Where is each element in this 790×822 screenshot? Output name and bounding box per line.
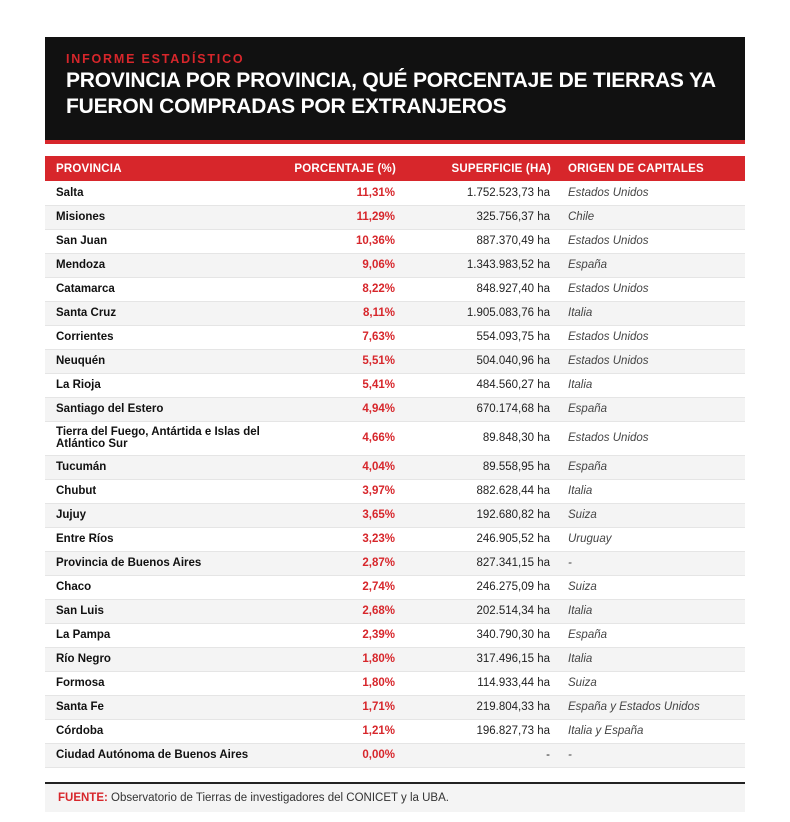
table-row xyxy=(45,455,745,479)
table-row xyxy=(45,719,745,743)
cell-origen: Suiza xyxy=(551,575,745,599)
cell-porcentaje: 9,06% xyxy=(271,253,396,277)
cell-origen: España y Estados Unidos xyxy=(551,695,745,719)
cell-porcentaje: 10,36% xyxy=(271,229,396,253)
cell-provincia: Chaco xyxy=(45,575,271,599)
cell-porcentaje: 8,22% xyxy=(271,277,396,301)
table-row xyxy=(45,479,745,503)
table-row xyxy=(45,205,745,229)
cell-superficie: 670.174,68 ha xyxy=(396,397,551,421)
cell-origen: España xyxy=(551,253,745,277)
cell-superficie: 196.827,73 ha xyxy=(396,719,551,743)
cell-origen: - xyxy=(551,743,745,767)
cell-provincia: La Pampa xyxy=(45,623,271,647)
cell-provincia: Formosa xyxy=(45,671,271,695)
table-row xyxy=(45,575,745,599)
source-footer xyxy=(45,784,745,812)
cell-provincia: Entre Ríos xyxy=(45,527,271,551)
cell-origen: Italia y España xyxy=(551,719,745,743)
cell-porcentaje: 11,31% xyxy=(271,181,396,205)
table-row xyxy=(45,671,745,695)
source-text: Observatorio de Tierras de investigadores del CONICET y la UBA. xyxy=(107,791,449,804)
cell-origen: Chile xyxy=(551,205,745,229)
table-row xyxy=(45,551,745,575)
cell-provincia: La Rioja xyxy=(45,373,271,397)
cell-provincia: Chubut xyxy=(45,479,271,503)
cell-provincia: Río Negro xyxy=(45,647,271,671)
table-header-row xyxy=(45,156,745,181)
cell-provincia: Santa Cruz xyxy=(45,301,271,325)
cell-superficie: 504.040,96 ha xyxy=(396,349,551,373)
cell-superficie: 1.752.523,73 ha xyxy=(396,181,551,205)
cell-provincia: San Luis xyxy=(45,599,271,623)
cell-superficie: 827.341,15 ha xyxy=(396,551,551,575)
cell-provincia: Neuquén xyxy=(45,349,271,373)
cell-superficie: 848.927,40 ha xyxy=(396,277,551,301)
table-row xyxy=(45,647,745,671)
table-row xyxy=(45,743,745,767)
cell-porcentaje: 3,65% xyxy=(271,503,396,527)
cell-provincia: Mendoza xyxy=(45,253,271,277)
cell-origen: Suiza xyxy=(551,503,745,527)
cell-porcentaje: 5,41% xyxy=(271,373,396,397)
column-header-provincia: PROVINCIA xyxy=(45,156,271,181)
cell-porcentaje: 5,51% xyxy=(271,349,396,373)
cell-provincia: Córdoba xyxy=(45,719,271,743)
cell-provincia: Santiago del Estero xyxy=(45,397,271,421)
table-row xyxy=(45,229,745,253)
cell-superficie: 317.496,15 ha xyxy=(396,647,551,671)
column-header-superficie: SUPERFICIE (HA) xyxy=(396,156,551,181)
table-row xyxy=(45,253,745,277)
cell-porcentaje: 8,11% xyxy=(271,301,396,325)
table-body xyxy=(45,181,745,767)
cell-provincia: Tucumán xyxy=(45,455,271,479)
cell-superficie: 340.790,30 ha xyxy=(396,623,551,647)
cell-superficie: 246.275,09 ha xyxy=(396,575,551,599)
source-label: FUENTE: xyxy=(58,791,108,804)
cell-porcentaje: 1,21% xyxy=(271,719,396,743)
cell-origen: Italia xyxy=(551,479,745,503)
cell-superficie: 484.560,27 ha xyxy=(396,373,551,397)
cell-provincia: Catamarca xyxy=(45,277,271,301)
cell-porcentaje: 2,39% xyxy=(271,623,396,647)
cell-origen: Estados Unidos xyxy=(551,181,745,205)
cell-provincia: Provincia de Buenos Aires xyxy=(45,551,271,575)
cell-porcentaje: 7,63% xyxy=(271,325,396,349)
cell-porcentaje: 2,68% xyxy=(271,599,396,623)
cell-porcentaje: 4,66% xyxy=(271,421,396,455)
cell-superficie: 325.756,37 ha xyxy=(396,205,551,229)
cell-origen: Suiza xyxy=(551,671,745,695)
table-row xyxy=(45,623,745,647)
cell-superficie: 1.905.083,76 ha xyxy=(396,301,551,325)
cell-porcentaje: 2,74% xyxy=(271,575,396,599)
cell-superficie: 89.848,30 ha xyxy=(396,421,551,455)
cell-origen: - xyxy=(551,551,745,575)
data-table xyxy=(45,156,745,768)
cell-porcentaje: 11,29% xyxy=(271,205,396,229)
table-row xyxy=(45,349,745,373)
header-banner xyxy=(45,37,745,144)
table-row xyxy=(45,503,745,527)
cell-origen: Italia xyxy=(551,599,745,623)
cell-porcentaje: 2,87% xyxy=(271,551,396,575)
cell-provincia: Santa Fe xyxy=(45,695,271,719)
cell-superficie: 202.514,34 ha xyxy=(396,599,551,623)
cell-superficie: - xyxy=(396,743,551,767)
cell-origen: Italia xyxy=(551,301,745,325)
cell-porcentaje: 1,80% xyxy=(271,671,396,695)
cell-superficie: 114.933,44 ha xyxy=(396,671,551,695)
cell-superficie: 882.628,44 ha xyxy=(396,479,551,503)
table-row xyxy=(45,397,745,421)
cell-superficie: 246.905,52 ha xyxy=(396,527,551,551)
table-row xyxy=(45,277,745,301)
cell-provincia: Ciudad Autónoma de Buenos Aires xyxy=(45,743,271,767)
column-header-porcentaje: PORCENTAJE (%) xyxy=(271,156,396,181)
cell-superficie: 89.558,95 ha xyxy=(396,455,551,479)
cell-origen: España xyxy=(551,623,745,647)
cell-superficie: 554.093,75 ha xyxy=(396,325,551,349)
table-row xyxy=(45,301,745,325)
cell-porcentaje: 0,00% xyxy=(271,743,396,767)
cell-origen: Uruguay xyxy=(551,527,745,551)
table-row xyxy=(45,181,745,205)
page-title: PROVINCIA POR PROVINCIA, QUÉ PORCENTAJE DE TIERRAS YA FUERON COMPRADAS POR EXTRANJEROS xyxy=(66,69,716,118)
cell-porcentaje: 1,80% xyxy=(271,647,396,671)
table-row xyxy=(45,599,745,623)
cell-superficie: 192.680,82 ha xyxy=(396,503,551,527)
cell-origen: Estados Unidos xyxy=(551,325,745,349)
cell-provincia: Misiones xyxy=(45,205,271,229)
cell-origen: Estados Unidos xyxy=(551,229,745,253)
cell-porcentaje: 1,71% xyxy=(271,695,396,719)
cell-porcentaje: 4,04% xyxy=(271,455,396,479)
cell-porcentaje: 4,94% xyxy=(271,397,396,421)
cell-origen: Italia xyxy=(551,373,745,397)
cell-origen: Italia xyxy=(551,647,745,671)
table-row xyxy=(45,695,745,719)
cell-provincia: San Juan xyxy=(45,229,271,253)
column-header-origen: ORIGEN DE CAPITALES xyxy=(551,156,745,181)
cell-superficie: 887.370,49 ha xyxy=(396,229,551,253)
cell-superficie: 1.343.983,52 ha xyxy=(396,253,551,277)
cell-provincia: Salta xyxy=(45,181,271,205)
table-row xyxy=(45,421,745,455)
cell-porcentaje: 3,97% xyxy=(271,479,396,503)
cell-provincia: Corrientes xyxy=(45,325,271,349)
cell-origen: Estados Unidos xyxy=(551,421,745,455)
cell-superficie: 219.804,33 ha xyxy=(396,695,551,719)
table-row xyxy=(45,325,745,349)
cell-porcentaje: 3,23% xyxy=(271,527,396,551)
cell-provincia: Tierra del Fuego, Antártida e Islas del Atlántico Sur xyxy=(45,421,271,455)
kicker-label: INFORME ESTADÍSTICO xyxy=(66,52,245,66)
cell-origen: España xyxy=(551,397,745,421)
infographic-card xyxy=(45,37,745,812)
cell-provincia: Jujuy xyxy=(45,503,271,527)
cell-origen: España xyxy=(551,455,745,479)
cell-origen: Estados Unidos xyxy=(551,349,745,373)
table-row xyxy=(45,527,745,551)
cell-origen: Estados Unidos xyxy=(551,277,745,301)
table-row xyxy=(45,373,745,397)
